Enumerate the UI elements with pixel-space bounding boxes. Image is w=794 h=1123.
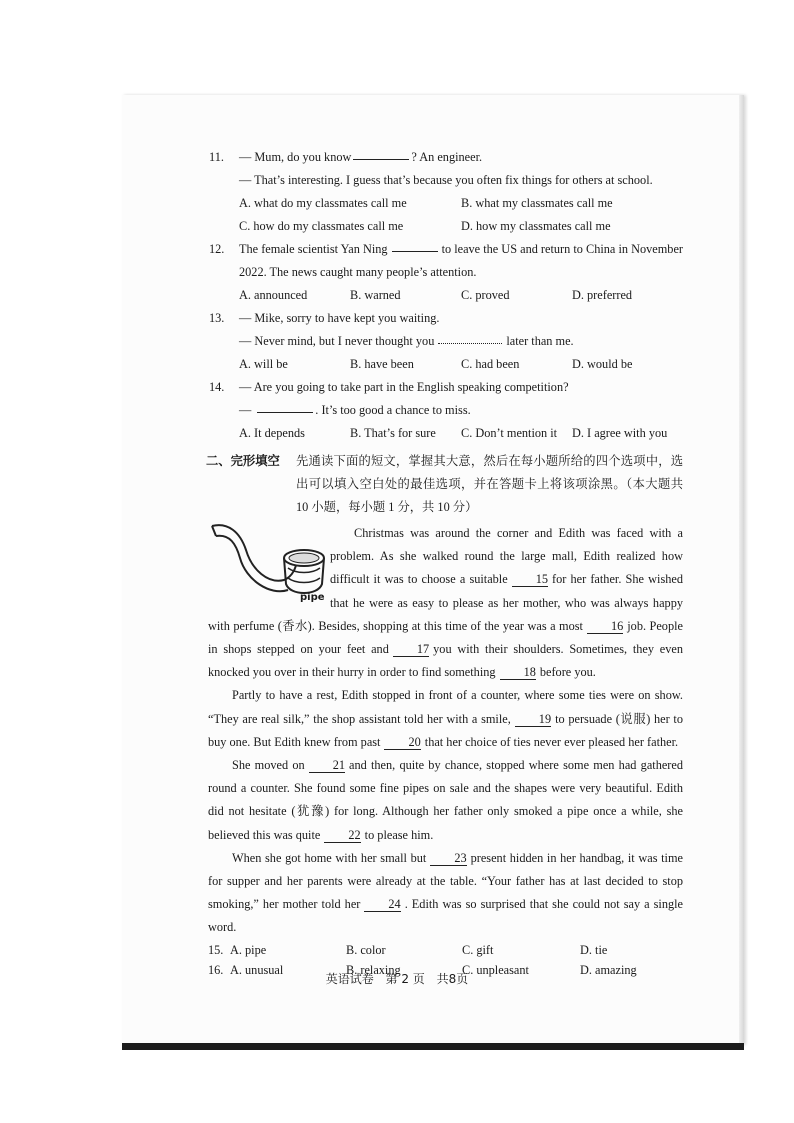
question-line: 2022. The news caught many people’s attention.	[239, 265, 477, 279]
passage-text: job. People in shops stepped on your feet and	[208, 618, 683, 657]
blank-20: 20	[384, 735, 420, 750]
passage-text: and then, quite by chance, stopped where some men had gathered round a counter. She found some fine pipes on sale and the shapes were very beautiful. Edith did not hesitate (犹豫) for long. Although her father only smoked a pipe once a while, she believed this was quite	[208, 758, 684, 842]
option-c: C. proved	[461, 288, 510, 302]
answer-blank	[353, 146, 409, 160]
passage-paragraph-2	[208, 684, 683, 754]
answer-blank	[438, 330, 502, 344]
option-b: B. That’s for sure	[350, 426, 436, 440]
footer-total: 共8页	[436, 972, 469, 986]
question-text: later than me.	[506, 334, 574, 348]
question-12	[209, 238, 683, 307]
option-c: C. Don’t mention it	[461, 426, 558, 440]
option-a: A. announced	[239, 288, 308, 302]
question-text: ? An engineer.	[411, 150, 483, 164]
passage-text: Partly to have a rest, Edith stopped in front of a counter, where some ties were on show. “They are real silk,” the shop assistant told her with a smile,	[208, 688, 683, 726]
option-b: B. have been	[350, 357, 414, 371]
answer-row-15	[208, 940, 683, 960]
passage-text: for her father. She wished that he were as easy to please as her mother, who was always happy with perfume (香水). Besides, shopping at this time of the year was a most	[208, 572, 683, 633]
passage-text: you with their shoulders. Sometimes, they even knocked you over in their hurry in order to find something	[208, 642, 684, 680]
option-c: C. unpleasant	[462, 962, 529, 977]
blank-23: 23	[430, 851, 466, 866]
question-text: — Mum, do you know	[239, 150, 352, 164]
question-line: — That’s interesting. I guess that’s because you often fix things for others at school.	[239, 173, 653, 187]
option-b: B. color	[346, 942, 386, 957]
blank-24: 24	[364, 897, 400, 912]
exam-content	[206, 146, 684, 980]
option-a: A. pipe	[230, 942, 267, 957]
footer-page: 第 2 页	[385, 972, 425, 986]
passage-text: before you.	[539, 665, 596, 680]
option-c: C. gift	[462, 942, 494, 957]
scan-bottom-edge	[122, 1043, 744, 1050]
blank-18: 18	[500, 665, 536, 680]
blank-21: 21	[309, 758, 345, 773]
options-row	[209, 284, 683, 307]
option-a: A. what do my classmates call me	[239, 196, 407, 210]
section-title: 二、完形填空	[206, 454, 280, 468]
passage-text: to persuade (说服) her to buy one. But Edith knew from past	[208, 711, 683, 749]
question-text: — Are you going to take part in the English speaking competition?	[239, 380, 569, 394]
pipe-label: pipe	[300, 592, 325, 603]
question-11	[209, 146, 683, 238]
paper-edge-shadow	[739, 95, 744, 1045]
page-footer	[0, 970, 794, 987]
options-row	[209, 422, 683, 445]
passage-text: to please him.	[364, 827, 434, 842]
options-row	[209, 215, 683, 238]
section-instructions: 先通读下面的短文，掌握其大意，然后在每小题所给的四个选项中，选出可以填入空白处的最佳选项，并在答题卡上将该项涂黑。（本大题共 10 小题，每小题 1 分，共 10 分）	[296, 454, 683, 514]
question-13	[209, 307, 683, 376]
options-row	[209, 192, 683, 215]
blank-22: 22	[324, 828, 360, 843]
passage-text: When she got home with her small but	[232, 850, 427, 865]
cloze-passage	[208, 522, 683, 940]
passage-paragraph-4	[208, 847, 683, 940]
option-b: B. relaxing	[346, 962, 401, 977]
option-d: D. amazing	[580, 962, 637, 977]
option-b: B. warned	[350, 288, 401, 302]
question-text: — Mike, sorry to have kept you waiting.	[239, 311, 440, 325]
answer-blank	[257, 399, 313, 413]
passage-paragraph-3	[208, 754, 683, 847]
passage-text: that her choice of ties never ever pleased her father.	[424, 734, 679, 749]
question-text: —	[239, 403, 252, 417]
question-text: — Never mind, but I never thought you	[239, 334, 435, 348]
section-header	[200, 450, 683, 519]
option-b: B. what my classmates call me	[461, 196, 613, 210]
question-text: The female scientist Yan Ning	[239, 242, 388, 256]
question-14	[209, 376, 683, 445]
passage-text: present hidden in her handbag, it was time for supper and her parents were already at the table. “Your father has at last decided to stop smoking,” her mother told her	[208, 850, 683, 912]
question-number: 16.	[208, 962, 224, 977]
passage-text: Christmas was around the corner and Edith was faced with a problem. As she walked round the large mall, Edith realized how difficult it was to choose a suitable	[330, 526, 683, 587]
option-a: A. It depends	[239, 426, 305, 440]
answer-blank	[392, 238, 438, 252]
option-d: D. how my classmates call me	[461, 219, 611, 233]
question-text: . It’s too good a chance to miss.	[315, 403, 471, 417]
question-number: 13.	[209, 311, 225, 325]
option-c: C. had been	[461, 357, 520, 371]
blank-15: 15	[512, 572, 548, 587]
passage-text: . Edith was so surprised that she could not say a single word.	[208, 897, 683, 935]
option-a: A. will be	[239, 357, 288, 371]
pipe-picture	[208, 522, 328, 612]
option-a: A. unusual	[230, 962, 284, 977]
question-number: 14.	[209, 380, 225, 394]
option-c: C. how do my classmates call me	[239, 219, 404, 233]
option-d: D. preferred	[572, 288, 633, 302]
blank-19: 19	[515, 712, 551, 727]
footer-subject: 英语试卷	[325, 972, 374, 986]
option-d: D. I agree with you	[572, 426, 668, 440]
question-number: 12.	[209, 242, 225, 256]
blank-16: 16	[587, 619, 623, 634]
question-number: 11.	[209, 150, 224, 164]
options-row	[209, 353, 683, 376]
blank-17: 17	[393, 642, 429, 657]
question-number: 15.	[208, 942, 224, 957]
question-text: to leave the US and return to China in November	[441, 242, 683, 256]
option-d: D. tie	[580, 942, 608, 957]
option-d: D. would be	[572, 357, 633, 371]
passage-text: She moved on	[232, 758, 305, 773]
